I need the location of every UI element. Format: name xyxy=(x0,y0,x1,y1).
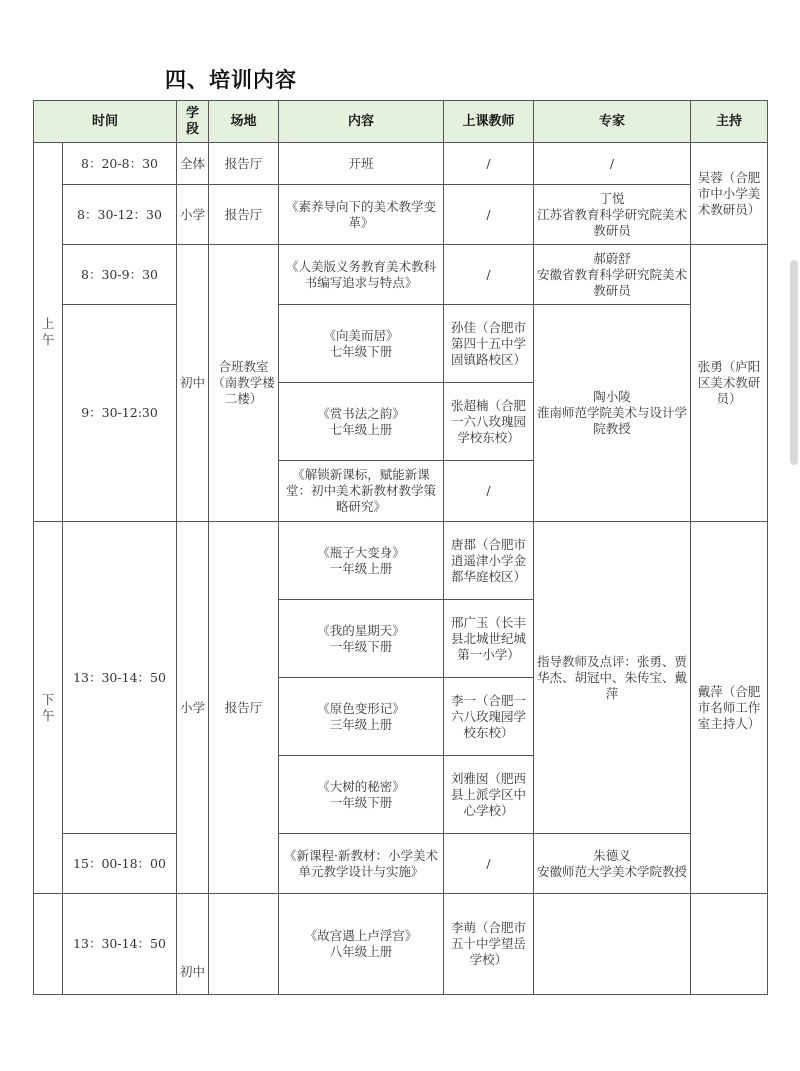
header-expert: 专家 xyxy=(534,101,691,143)
training-schedule-table xyxy=(33,100,768,995)
teacher-cell: 张超楠（合肥一六八玫瑰园学校东校） xyxy=(444,383,534,461)
content-cell: 开班 xyxy=(279,143,444,185)
teacher-cell: / xyxy=(444,245,534,305)
header-teacher: 上课教师 xyxy=(444,101,534,143)
teacher-cell: 李萌（合肥市五十中学望岳学校） xyxy=(444,894,534,995)
stage-cell: 小学 xyxy=(177,185,209,245)
teacher-cell: / xyxy=(444,143,534,185)
host-cell: 张勇（庐阳区美术教研员） xyxy=(691,245,768,522)
teacher-cell: 刘雅囡（肥西县上派学区中心学校） xyxy=(444,756,534,834)
teacher-cell: / xyxy=(444,461,534,522)
table-row xyxy=(34,522,768,600)
table-row xyxy=(34,245,768,305)
content-cell: 《我的星期天》 一年级下册 xyxy=(279,600,444,678)
expert-cell: 丁悦 江苏省教育科学研究院美术教研员 xyxy=(534,185,691,245)
venue-cell: 报告厅 xyxy=(209,522,279,894)
period-afternoon: 下午 xyxy=(34,522,63,894)
venue-cell: 合班教室（南教学楼二楼） xyxy=(209,245,279,522)
venue-cell xyxy=(209,894,279,995)
period-morning: 上午 xyxy=(34,143,63,522)
header-time: 时间 xyxy=(34,101,177,143)
table-row xyxy=(34,185,768,245)
time-cell: 13：30-14：50 xyxy=(63,522,177,834)
teacher-cell: / xyxy=(444,185,534,245)
stage-cell: 初中 xyxy=(177,894,209,995)
expert-cell: 陶小陵 淮南师范学院美术与设计学院教授 xyxy=(534,305,691,522)
teacher-cell: 邢广玉（长丰县北城世纪城第一小学） xyxy=(444,600,534,678)
time-cell: 15：00-18：00 xyxy=(63,834,177,894)
content-cell: 《向美而居》 七年级下册 xyxy=(279,305,444,383)
time-cell: 8：30-9：30 xyxy=(63,245,177,305)
stage-cell: 初中 xyxy=(177,245,209,522)
header-venue: 场地 xyxy=(209,101,279,143)
teacher-cell: 孙佳（合肥市第四十五中学固镇路校区） xyxy=(444,305,534,383)
time-cell: 8：20-8：30 xyxy=(63,143,177,185)
expert-cell: 指导教师及点评：张勇、贾华杰、胡冠中、朱传宝、戴萍 xyxy=(534,522,691,834)
expert-cell: / xyxy=(534,143,691,185)
expert-cell: 郝蔚舒 安徽省教育科学研究院美术教研员 xyxy=(534,245,691,305)
host-cell: 吴蓉（合肥市中小学美术教研员） xyxy=(691,143,768,245)
content-cell: 《赏书法之韵》 七年级上册 xyxy=(279,383,444,461)
content-cell: 《原色变形记》 三年级上册 xyxy=(279,678,444,756)
content-cell: 《新课程·新教材：小学美术单元教学设计与实施》 xyxy=(279,834,444,894)
section-heading: 四、培训内容 xyxy=(165,68,297,92)
scrollbar-thumb[interactable] xyxy=(790,260,798,465)
teacher-cell: 李一（合肥一六八玫瑰园学校东校） xyxy=(444,678,534,756)
content-cell: 《解锁新课标，赋能新课堂：初中美术新教材教学策略研究》 xyxy=(279,461,444,522)
stage-cell: 小学 xyxy=(177,522,209,894)
time-cell: 13：30-14：50 xyxy=(63,894,177,995)
expert-cell: 朱德义 安徽师范大学美术学院教授 xyxy=(534,834,691,894)
venue-cell: 报告厅 xyxy=(209,143,279,185)
content-cell: 《瓶子大变身》 一年级上册 xyxy=(279,522,444,600)
content-cell: 《人美版义务教育美术教科书编写追求与特点》 xyxy=(279,245,444,305)
teacher-cell: 唐郡（合肥市逍遥津小学金都华庭校区） xyxy=(444,522,534,600)
header-content: 内容 xyxy=(279,101,444,143)
period-empty xyxy=(34,894,63,995)
table-row xyxy=(34,143,768,185)
header-host: 主持 xyxy=(691,101,768,143)
content-cell: 《素养导向下的美术教学变革》 xyxy=(279,185,444,245)
expert-cell xyxy=(534,894,691,995)
host-cell: 戴萍（合肥市名师工作室主持人） xyxy=(691,522,768,894)
content-cell: 《故宫遇上卢浮宫》 八年级上册 xyxy=(279,894,444,995)
teacher-cell: / xyxy=(444,834,534,894)
content-cell: 《大树的秘密》 一年级下册 xyxy=(279,756,444,834)
host-cell xyxy=(691,894,768,995)
venue-cell: 报告厅 xyxy=(209,185,279,245)
table-row xyxy=(34,894,768,995)
time-cell: 9：30-12:30 xyxy=(63,305,177,522)
table-header-row xyxy=(34,101,768,143)
table-row xyxy=(34,834,768,894)
stage-cell: 全体 xyxy=(177,143,209,185)
header-stage: 学段 xyxy=(177,101,209,143)
time-cell: 8：30-12：30 xyxy=(63,185,177,245)
table-row xyxy=(34,305,768,383)
